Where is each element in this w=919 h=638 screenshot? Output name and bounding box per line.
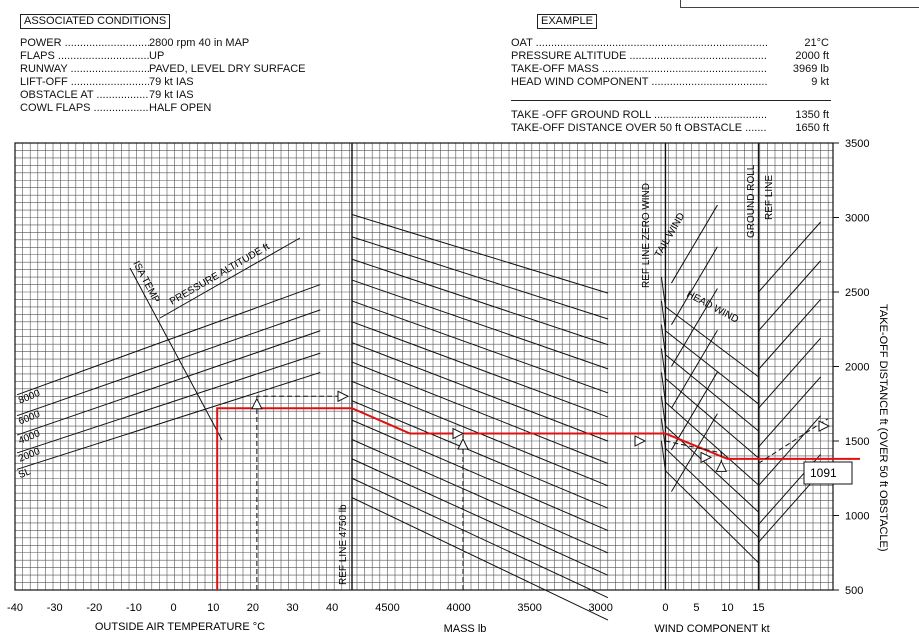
temperature-tick-label: 0 <box>170 602 177 614</box>
altitude-line <box>17 331 320 435</box>
altitude-line <box>17 372 320 469</box>
row-label: FLAPS ..... <box>20 50 149 63</box>
y-tick-label: 3500 <box>845 138 870 150</box>
row-label: RUNWAY ..... <box>20 63 149 76</box>
altitude-line-label: 2000 <box>17 446 42 465</box>
row-value: 1350 ft <box>795 109 829 121</box>
altitude-line <box>17 310 320 416</box>
mass-axis-title: MASS lb <box>443 623 487 635</box>
example-heading: EXAMPLE <box>537 14 597 29</box>
temperature-tick-label: -30 <box>46 602 63 614</box>
row-value: 79 kt IAS <box>149 76 194 88</box>
arrow-marker <box>338 391 348 401</box>
arrow-marker <box>701 452 711 462</box>
mass-tick-label: 3500 <box>517 602 542 614</box>
mass-tick-label: 4500 <box>375 602 400 614</box>
ground-roll-label: GROUND ROLL <box>746 164 757 238</box>
temperature-axis-title: OUTSIDE AIR TEMPERATURE °C <box>94 621 266 633</box>
tail-wind-label: TAIL WIND <box>653 211 688 260</box>
altitude-line-label: 6000 <box>17 408 42 428</box>
row-label: OAT ..... <box>511 37 767 50</box>
y-axis-title: TAKE-OFF DISTANCE ft (OVER 50 ft OBSTACLE) <box>877 304 889 552</box>
wind-tick-label: 10 <box>721 602 734 614</box>
arrow-marker <box>819 421 829 431</box>
row-value: 3969 lb <box>792 63 829 75</box>
row-label: PRESSURE ALTITUDE ..... <box>511 50 767 63</box>
row-value: 1650 ft <box>795 122 829 134</box>
obstacle-line <box>759 338 821 408</box>
mass-tick-label: 4000 <box>446 602 471 614</box>
row-value: HALF OPEN <box>149 102 212 114</box>
result-label: 1091 <box>810 466 837 480</box>
row-value: 9 kt <box>811 76 829 88</box>
altitude-line-label: 8000 <box>17 388 42 407</box>
wind-ref-label: REF LINE ZERO WIND <box>641 182 652 288</box>
row-label: OBSTACLE AT ..... <box>20 89 149 102</box>
row-value: 2800 rpm 40 in MAP <box>149 37 250 49</box>
row-label: TAKE-OFF MASS ..... <box>511 63 767 76</box>
obstacle-line <box>759 377 821 447</box>
obstacle-line <box>759 261 821 331</box>
row-label: HEAD WIND COMPONENT ..... <box>511 76 767 89</box>
mass-ref-label: REF LINE 4750 lb <box>338 504 349 585</box>
head-wind-label: HEAD WIND <box>684 288 741 326</box>
row-value: 21°C <box>804 37 829 49</box>
temperature-tick-label: 20 <box>246 602 260 614</box>
row-label: TAKE -OFF GROUND ROLL ..... <box>511 109 767 122</box>
altitude-line <box>17 353 320 453</box>
row-value: 2000 ft <box>795 50 829 62</box>
mass-tick-label: 3000 <box>588 602 613 614</box>
temperature-tick-label: 30 <box>286 602 299 614</box>
wind-axis-title: WIND COMPONENT kt <box>654 623 770 635</box>
temperature-tick-label: 10 <box>207 602 220 614</box>
temperature-tick-label: -40 <box>7 602 23 614</box>
temperature-tick-label: -20 <box>86 602 103 614</box>
row-label: LIFT-OFF ..... <box>20 76 149 89</box>
arrow-marker <box>453 429 463 439</box>
arrow-marker <box>458 439 468 449</box>
temperature-tick-label: -10 <box>125 602 142 614</box>
y-tick-label: 1500 <box>845 436 870 448</box>
altitude-line-label: 4000 <box>17 428 42 447</box>
row-label: POWER ..... <box>20 37 149 50</box>
row-value: PAVED, LEVEL DRY SURFACE <box>149 63 306 75</box>
ref-line-label: REF LINE <box>764 174 775 220</box>
y-tick-label: 1000 <box>845 510 870 523</box>
wind-tick-label: 0 <box>662 602 669 614</box>
conditions-heading: ASSOCIATED CONDITIONS <box>20 14 170 29</box>
isa-label: ISA TEMP <box>130 259 162 305</box>
y-tick-label: 2500 <box>845 287 870 299</box>
pressure-altitude-label: PRESSURE ALTITUDE ft <box>168 241 272 308</box>
arrow-marker <box>716 461 726 471</box>
altitude-guide-line <box>160 238 300 318</box>
wind-tick-label: 5 <box>693 602 700 614</box>
row-label: COWL FLAPS ..... <box>20 102 149 115</box>
y-tick-label: 2000 <box>845 361 870 374</box>
row-value: UP <box>149 50 165 62</box>
wind-tick-label: 15 <box>752 602 765 614</box>
row-label: TAKE-OFF DISTANCE OVER 50 ft OBSTACLE ..... <box>511 122 767 135</box>
arrow-marker <box>635 436 645 446</box>
row-value: 79 kt IAS <box>149 89 194 101</box>
tail-wind-line <box>671 247 717 325</box>
y-tick-label: 500 <box>845 585 864 597</box>
y-tick-label: 3000 <box>845 212 870 225</box>
temperature-tick-label: 40 <box>326 602 339 614</box>
altitude-line-label: SL <box>17 466 33 482</box>
